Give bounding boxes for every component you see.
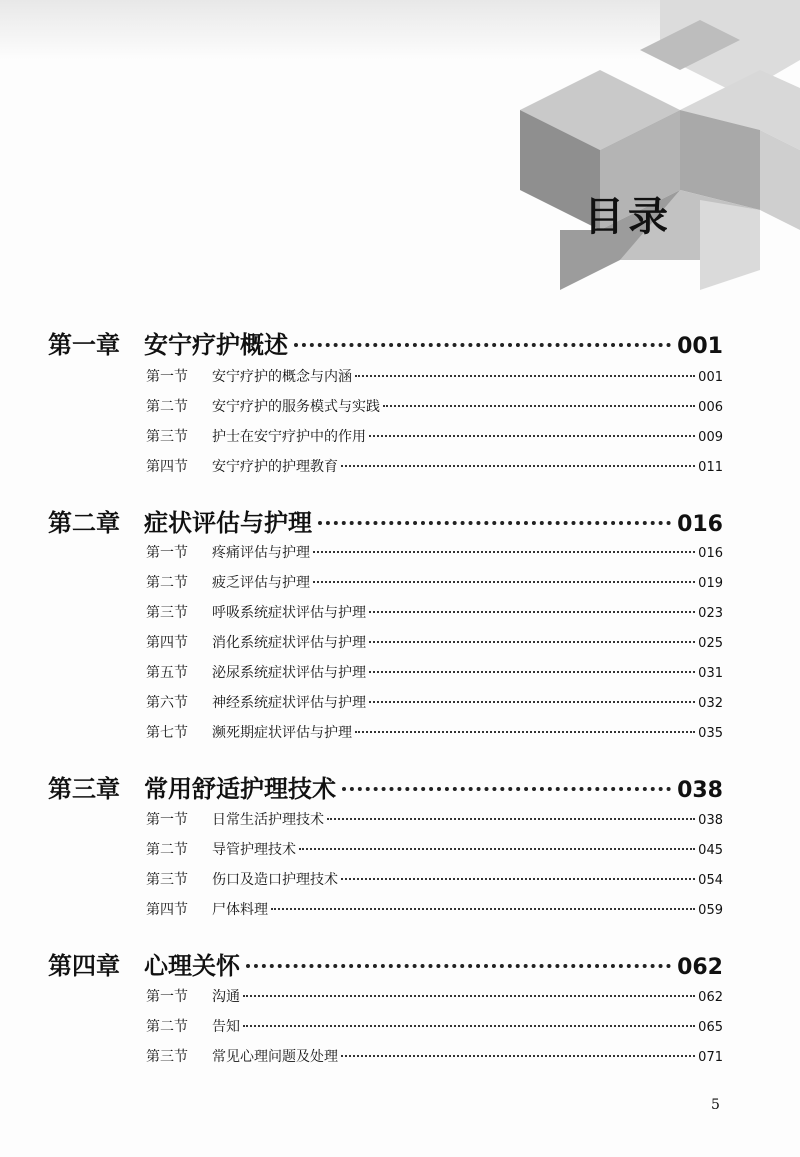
- section-page: 035: [698, 726, 723, 741]
- toc-section[interactable]: [146, 396, 723, 416]
- dot-leader: [271, 908, 695, 910]
- dot-leader: [369, 611, 695, 613]
- section-number: 第四节: [146, 635, 188, 651]
- section-page: 054: [698, 873, 723, 888]
- dot-leader: [341, 1055, 695, 1057]
- section-number: 第一节: [146, 812, 188, 828]
- dot-leader: [318, 521, 671, 525]
- section-number: 第一节: [146, 369, 188, 385]
- toc-section[interactable]: [146, 722, 723, 742]
- dot-leader: [341, 878, 695, 880]
- section-title: 导管护理技术: [212, 842, 296, 858]
- section-number: 第二节: [146, 1019, 188, 1035]
- section-number: 第一节: [146, 545, 188, 561]
- toc-section[interactable]: [146, 456, 723, 476]
- section-page: 038: [698, 813, 723, 828]
- chapter-number: 第四章: [48, 951, 120, 980]
- section-number: 第三节: [146, 605, 188, 621]
- toc-section[interactable]: [146, 839, 723, 859]
- section-page: 025: [698, 636, 723, 651]
- section-title: 伤口及造口护理技术: [212, 872, 338, 888]
- toc-section[interactable]: [146, 899, 723, 919]
- section-page: 023: [698, 606, 723, 621]
- dot-leader: [341, 465, 695, 467]
- dot-leader: [369, 435, 695, 437]
- page-title: 目录: [584, 194, 672, 240]
- toc-section[interactable]: [146, 366, 723, 386]
- section-title: 安宁疗护的服务模式与实践: [212, 399, 380, 415]
- chapter-page: 062: [677, 955, 723, 980]
- dot-leader: [313, 551, 695, 553]
- section-title: 安宁疗护的概念与内涵: [212, 369, 352, 385]
- dot-leader: [383, 405, 695, 407]
- section-number: 第六节: [146, 695, 188, 711]
- section-page: 065: [698, 1020, 723, 1035]
- section-page: 062: [698, 990, 723, 1005]
- section-title: 消化系统症状评估与护理: [212, 635, 366, 651]
- dot-leader: [243, 995, 695, 997]
- section-number: 第三节: [146, 1049, 188, 1065]
- dot-leader: [369, 641, 695, 643]
- toc-section[interactable]: [146, 809, 723, 829]
- section-title: 常见心理问题及处理: [212, 1049, 338, 1065]
- section-title: 疼痛评估与护理: [212, 545, 310, 561]
- section-page: 006: [698, 400, 723, 415]
- section-title: 沟通: [212, 989, 240, 1005]
- toc-chapter-3[interactable]: [48, 769, 723, 804]
- section-title: 泌尿系统症状评估与护理: [212, 665, 366, 681]
- section-page: 019: [698, 576, 723, 591]
- toc-section[interactable]: [146, 1046, 723, 1066]
- section-number: 第一节: [146, 989, 188, 1005]
- section-number: 第三节: [146, 872, 188, 888]
- section-title: 疲乏评估与护理: [212, 575, 310, 591]
- chapter-number: 第二章: [48, 508, 120, 537]
- chapter-title: 症状评估与护理: [144, 508, 312, 537]
- section-number: 第七节: [146, 725, 188, 741]
- section-title: 安宁疗护的护理教育: [212, 459, 338, 475]
- section-number: 第二节: [146, 399, 188, 415]
- dot-leader: [369, 671, 695, 673]
- dot-leader: [246, 964, 671, 968]
- section-title: 告知: [212, 1019, 240, 1035]
- dot-leader: [355, 731, 695, 733]
- section-number: 第四节: [146, 459, 188, 475]
- chapter-number: 第三章: [48, 774, 120, 803]
- section-page: 031: [698, 666, 723, 681]
- page-number: 5: [711, 1097, 720, 1113]
- header-cube-illustration: [0, 0, 800, 300]
- section-number: 第二节: [146, 842, 188, 858]
- dot-leader: [294, 343, 671, 347]
- dot-leader: [355, 375, 695, 377]
- dot-leader: [327, 818, 695, 820]
- section-page: 045: [698, 843, 723, 858]
- toc-chapter-4[interactable]: [48, 946, 723, 981]
- toc-section[interactable]: [146, 426, 723, 446]
- toc-section[interactable]: [146, 542, 723, 562]
- dot-leader: [313, 581, 695, 583]
- section-page: 001: [698, 370, 723, 385]
- toc-chapter-2[interactable]: [48, 503, 723, 538]
- section-page: 016: [698, 546, 723, 561]
- chapter-page: 001: [677, 334, 723, 359]
- toc-section[interactable]: [146, 632, 723, 652]
- dot-leader: [342, 787, 671, 791]
- section-number: 第四节: [146, 902, 188, 918]
- section-page: 071: [698, 1050, 723, 1065]
- toc-chapter-1[interactable]: [48, 325, 723, 360]
- section-title: 护士在安宁疗护中的作用: [212, 429, 366, 445]
- section-number: 第二节: [146, 575, 188, 591]
- section-title: 日常生活护理技术: [212, 812, 324, 828]
- dot-leader: [369, 701, 695, 703]
- dot-leader: [299, 848, 695, 850]
- toc-section[interactable]: [146, 572, 723, 592]
- section-title: 濒死期症状评估与护理: [212, 725, 352, 741]
- dot-leader: [243, 1025, 695, 1027]
- section-page: 009: [698, 430, 723, 445]
- chapter-title: 心理关怀: [144, 951, 240, 980]
- chapter-page: 016: [677, 512, 723, 537]
- section-number: 第五节: [146, 665, 188, 681]
- section-page: 011: [698, 460, 723, 475]
- chapter-title: 安宁疗护概述: [144, 330, 288, 359]
- section-page: 059: [698, 903, 723, 918]
- toc-section[interactable]: [146, 1016, 723, 1036]
- toc-section[interactable]: [146, 869, 723, 889]
- section-page: 032: [698, 696, 723, 711]
- chapter-title: 常用舒适护理技术: [144, 774, 336, 803]
- toc-section[interactable]: [146, 662, 723, 682]
- toc-section[interactable]: [146, 986, 723, 1006]
- section-number: 第三节: [146, 429, 188, 445]
- chapter-page: 038: [677, 778, 723, 803]
- toc-section[interactable]: [146, 692, 723, 712]
- chapter-number: 第一章: [48, 330, 120, 359]
- section-title: 呼吸系统症状评估与护理: [212, 605, 366, 621]
- toc-section[interactable]: [146, 602, 723, 622]
- section-title: 神经系统症状评估与护理: [212, 695, 366, 711]
- section-title: 尸体料理: [212, 902, 268, 918]
